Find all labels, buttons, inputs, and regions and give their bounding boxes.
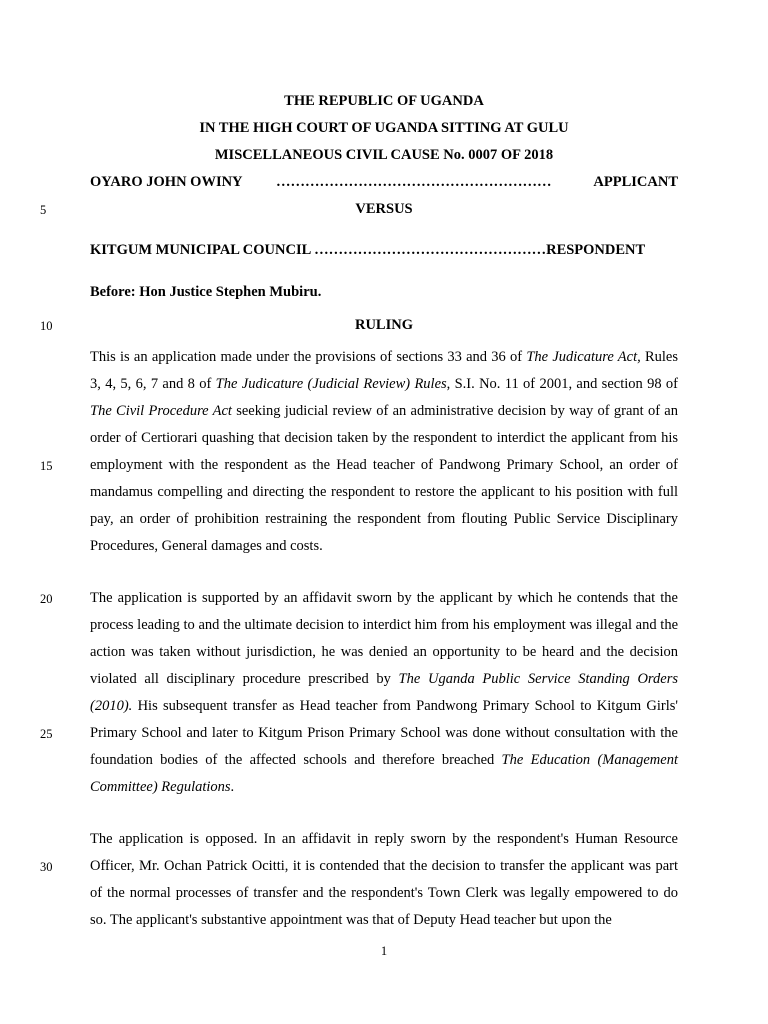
versus-label: VERSUS <box>355 201 413 217</box>
respondent-dots: ………………………………………… <box>314 242 547 258</box>
line-number-15: 15 <box>40 459 53 473</box>
paragraph-2: The application is supported by an affidavit sworn by the applicant by which he contends that the process leading to and the ultimate decision to interdict him from his employment was illegal and the action was taken without jurisdiction, he was denied an opportunity to be heard and the decision violated all disciplinary procedure prescribed by The Uganda Public Service Standing Orders (2010). His subsequent transfer as Head teacher from Pandwong Primary School to Kitgum Girls' Primary School and later to Kitgum Prison Primary School was done without consultation with the foundation bodies of the affected schools and therefore breached The Education (Management Committee) Regulations. <box>90 590 678 795</box>
applicant-name: OYARO JOHN OWINY <box>90 174 243 190</box>
paragraph-1: This is an application made under the provisions of sections 33 and 36 of The Judicature Act, Rules 3, 4, 5, 6, 7 and 8 of The Judicature (Judicial Review) Rules, S.I. No. 11 of 2001, and section 98 of The Civil Procedure Act seeking judicial review of an administrative decision by way of grant of an order of Certiorari quashing that decision taken by the respondent to interdict the applicant from his employment with the respondent as the Head teacher of Pandwong Primary School, an order of mandamus compelling and directing the respondent to restore the applicant to his position with full pay, an order of prohibition restraining the respondent from flouting Public Service Disciplinary Procedures, General damages and costs. <box>90 349 679 554</box>
before-judge: Before: Hon Justice Stephen Mubiru. <box>90 284 322 300</box>
line-number-30: 30 <box>40 860 53 874</box>
applicant-line <box>90 174 678 191</box>
header-republic: THE REPUBLIC OF UGANDA <box>284 93 484 109</box>
line-number-20: 20 <box>40 592 53 606</box>
page-number: 1 <box>380 944 388 958</box>
line-number-5: 5 <box>40 203 47 217</box>
header-court: IN THE HIGH COURT OF UGANDA SITTING AT GULU <box>199 120 569 136</box>
respondent-role: RESPONDENT <box>546 242 646 258</box>
ruling-title: RULING <box>354 317 413 333</box>
paragraph-3: The application is opposed. In an affidavit in reply sworn by the respondent's Human Resource Officer, Mr. Ochan Patrick Ocitti, it is contended that the decision to transfer the applicant was part of the normal processes of transfer and the respondent's Town Clerk was legally empowered to do so. The applicant's substantive appointment was that of Deputy Head teacher but upon the <box>90 831 678 928</box>
applicant-role: APPLICANT <box>593 174 678 190</box>
line-number-25: 25 <box>40 727 53 741</box>
respondent-line <box>90 242 678 259</box>
line-number-10: 10 <box>40 319 53 333</box>
applicant-dots: ………………………………………………… <box>276 174 552 190</box>
respondent-name: KITGUM MUNICIPAL COUNCIL <box>90 242 311 258</box>
header-case-number: MISCELLANEOUS CIVIL CAUSE No. 0007 OF 2018 <box>214 147 554 163</box>
